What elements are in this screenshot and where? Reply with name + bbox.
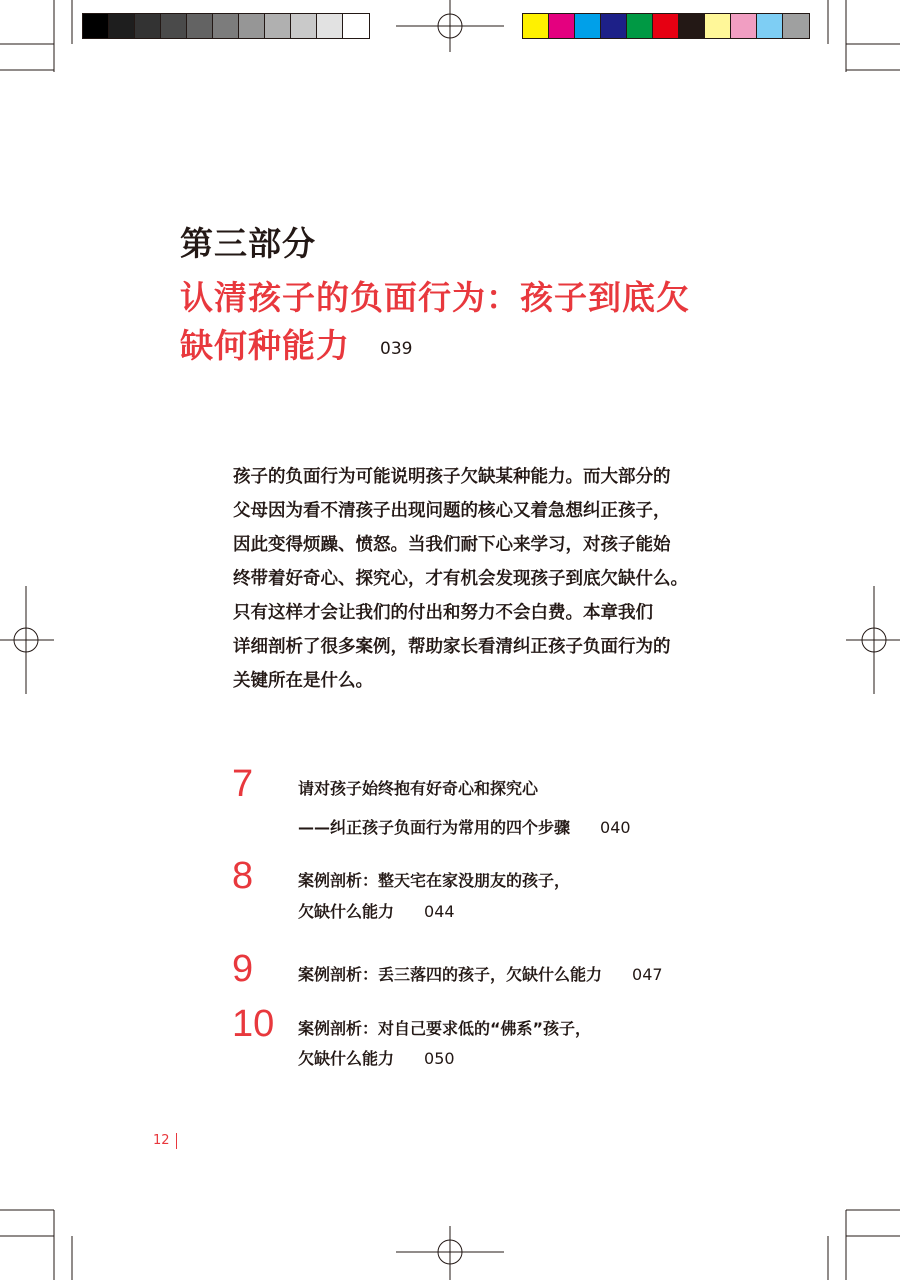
toc-page-number: 040 [600,818,631,837]
color-swatch [679,14,705,38]
folio-divider [176,1133,177,1149]
toc-page-number: 047 [632,965,663,984]
gray-swatch [343,14,369,38]
toc-number: 8 [232,855,254,897]
toc-item-subtitle[interactable] [298,899,455,922]
color-swatch [757,14,783,38]
chapter-title-line1: 认清孩子的负面行为：孩子到底欠 [180,278,690,317]
toc-page-number: 044 [424,902,455,921]
gray-swatch [83,14,109,38]
intro-line: 孩子的负面行为可能说明孩子欠缺某种能力。而大部分的 [233,467,671,487]
intro-line: 关键所在是什么。 [233,671,373,691]
toc-item-subtitle-text: ——纠正孩子负面行为常用的四个步骤 [298,818,571,837]
color-swatch [627,14,653,38]
gray-swatch [213,14,239,38]
toc-page-number: 050 [424,1049,455,1068]
toc-item-subtitle[interactable] [298,815,631,838]
intro-line: 父母因为看不清孩子出现问题的核心又着急想纠正孩子， [233,501,671,521]
color-swatch [783,14,809,38]
gray-swatch [187,14,213,38]
gray-swatch [109,14,135,38]
gray-swatch [291,14,317,38]
intro-line: 终带着好奇心、探究心，才有机会发现孩子到底欠缺什么。 [233,569,688,589]
intro-paragraph [233,460,723,698]
color-swatch [653,14,679,38]
intro-line: 因此变得烦躁、愤怒。当我们耐下心来学习，对孩子能始 [233,535,671,555]
gray-swatch [161,14,187,38]
chapter-title-line2-text: 缺何种能力 [180,326,350,365]
toc-number: 7 [232,763,254,805]
toc-item-subtitle[interactable] [298,1046,455,1069]
intro-line: 只有这样才会让我们的付出和努力不会白费。本章我们 [233,603,653,623]
color-bar [522,13,810,39]
page-number: 12 [153,1133,170,1148]
toc-number: 9 [232,948,254,990]
chapter-title [180,274,690,373]
toc-number: 10 [232,1003,275,1045]
gray-swatch [265,14,291,38]
color-swatch [705,14,731,38]
color-swatch [523,14,549,38]
toc-item-title-text: 案例剖析：丢三落四的孩子，欠缺什么能力 [298,965,603,984]
color-swatch [731,14,757,38]
gray-swatch [135,14,161,38]
toc-item-title[interactable]: 案例剖析：整天宅在家没朋友的孩子， [298,871,571,890]
toc-item-subtitle-text: 欠缺什么能力 [298,902,395,921]
color-swatch [575,14,601,38]
toc-item-title[interactable] [298,962,663,985]
grayscale-bar [82,13,370,39]
chapter-page-number: 039 [380,339,413,359]
gray-swatch [317,14,343,38]
intro-line: 详细剖析了很多案例，帮助家长看清纠正孩子负面行为的 [233,637,671,657]
color-swatch [601,14,627,38]
toc-item-subtitle-text: 欠缺什么能力 [298,1049,395,1068]
chapter-title-line2 [180,322,690,373]
toc-item-title[interactable]: 请对孩子始终抱有好奇心和探究心 [298,779,539,798]
toc-item-title[interactable]: 案例剖析：对自己要求低的“佛系”孩子， [298,1019,592,1038]
color-swatch [549,14,575,38]
gray-swatch [239,14,265,38]
part-title: 第三部分 [180,224,316,263]
